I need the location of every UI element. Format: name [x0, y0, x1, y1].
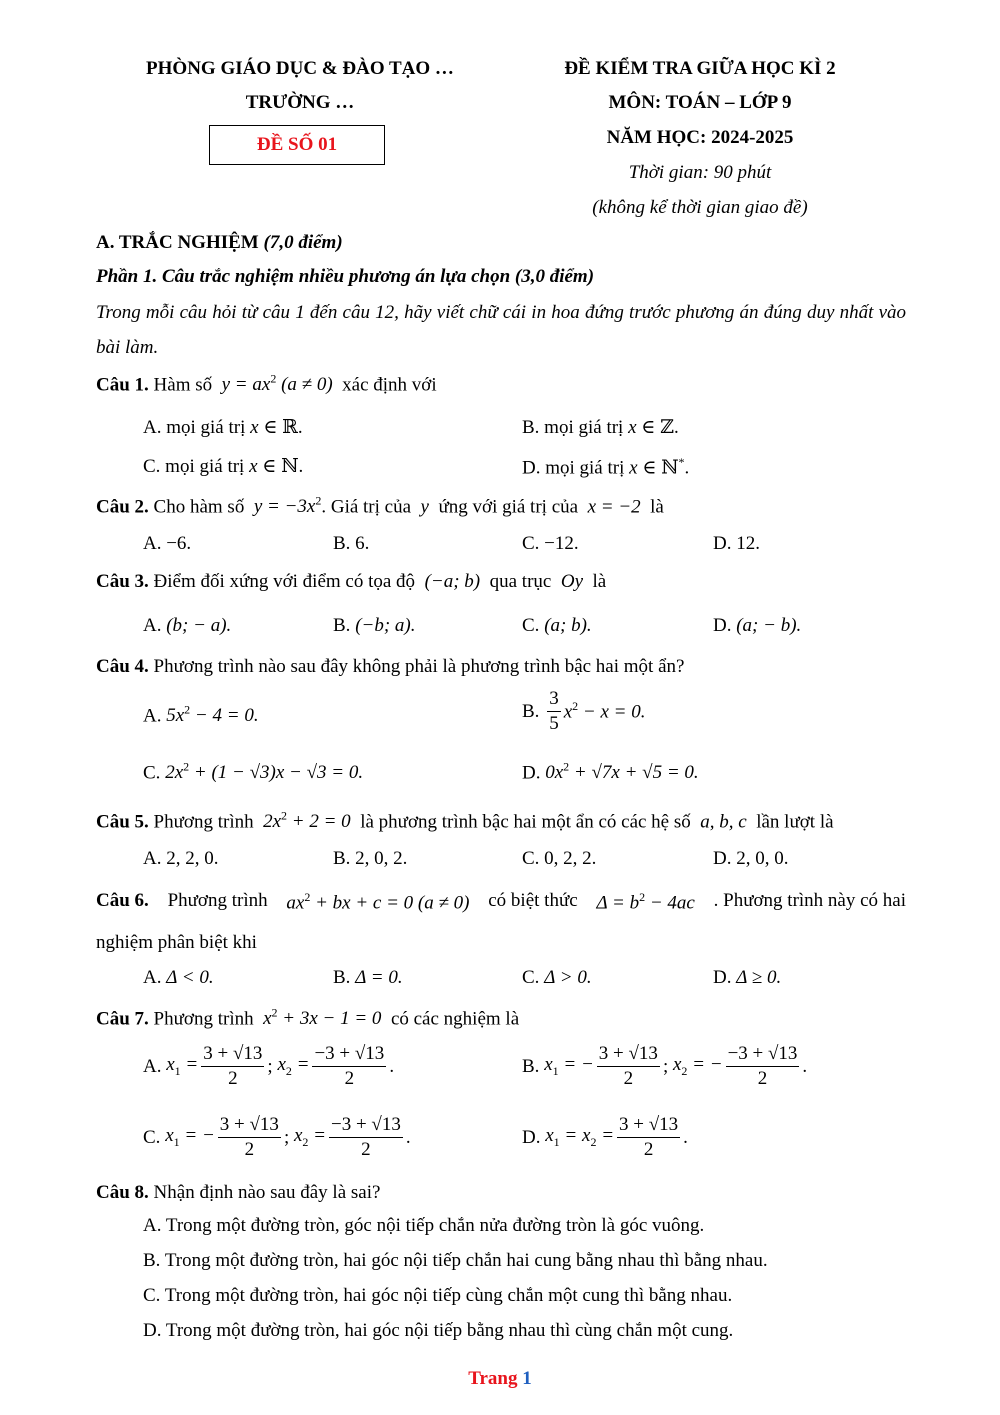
time-limit: Thời gian: 90 phút [628, 162, 772, 183]
q4-label: Câu 4. [96, 656, 149, 677]
q6-option-b: B. Δ = 0. [333, 967, 403, 988]
time-note: (không kể thời gian giao đề) [592, 197, 808, 218]
q3-stem: Câu 3. Điểm đối xứng với điểm có tọa độ (−a; b) qua trục Oy là [96, 571, 607, 592]
exam-code: ĐỀ SỐ 01 [256, 134, 338, 155]
q5-option-b: B. 2, 0, 2. [333, 848, 408, 869]
q5-option-a: A. 2, 2, 0. [143, 848, 219, 869]
q4-stem: Câu 4. Phương trình nào sau đây không phải là phương trình bậc hai một ẩn? [96, 656, 685, 677]
q1-stem [96, 372, 437, 396]
q6-stem: Câu 6. Phương trình $ax^2$ + bx + c = 0 (a ≠ 0) có biệt thức $\Delta = b^2 - 4ac$ . Phương trình này có hai [96, 890, 906, 914]
q4-option-d: D. $0x^2 + √7x + √5 = 0$. [522, 760, 699, 784]
q1-text-after: xác định với [342, 374, 437, 396]
part1-title [96, 266, 594, 288]
q7-option-c: C. $x_1$ = − $\frac{3 + √13}{2}$ ; $x_2$ = $\frac{-3 + √13}{2}$ . [143, 1114, 411, 1160]
q8-stem: Câu 8. Nhận định nào sau đây là sai? [96, 1182, 381, 1203]
school-year: NĂM HỌC: 2024-2025 [606, 127, 794, 148]
q5-option-c: C. 0, 2, 2. [522, 848, 597, 869]
q6-stem-cont: nghiệm phân biệt khi [96, 932, 257, 953]
q2-option-b: B. 6. [333, 533, 370, 554]
q7-stem: Câu 7. Phương trình $x^2 + 3x - 1 = 0$ có các nghiệm là [96, 1006, 520, 1030]
q1-option-d: D. mọi giá trị x ∈ ℕ*. [522, 455, 690, 479]
q5-stem: Câu 5. Phương trình $2x^2 + 2 = 0$ là phương trình bậc hai một ẩn có các hệ số a, b, c lần lượt là [96, 809, 834, 833]
q3-option-d: D. (a; − b). [713, 615, 802, 636]
department-title: PHÒNG GIÁO DỤC & ĐÀO TẠO … [146, 58, 454, 79]
q5-option-d: D. 2, 0, 0. [713, 848, 789, 869]
q3-option-c: C. (a; b). [522, 615, 592, 636]
q6-option-d: D. Δ ≥ 0. [713, 967, 782, 988]
q4-option-a: A. $5x^2 - 4 = 0$. [143, 703, 259, 727]
section-a-points: (7,0 điểm) [263, 232, 343, 253]
q8-option-c: C. Trong một đường tròn, hai góc nội tiếp cùng chắn một cung thì bằng nhau. [143, 1285, 733, 1306]
q2-option-d: D. 12. [713, 533, 760, 554]
q4-option-c: C. $2x^2 + (1 - √3)x - √3 = 0$. [143, 760, 364, 784]
q2-option-c: C. −12. [522, 533, 579, 554]
part1-points: (3,0 điểm) [514, 266, 595, 287]
q2-stem: Câu 2. Cho hàm số $y = -3x^2$. Giá trị của y ứng với giá trị của x = −2 là [96, 494, 664, 518]
q2-option-a: A. −6. [143, 533, 192, 554]
q7-option-a: A. $x_1$ = $\frac{3 + √13}{2}$ ; $x_2$ = $\frac{-3 + √13}{2}$ . [143, 1043, 395, 1089]
section-a-label: A. TRẮC NGHIỆM [96, 232, 259, 253]
q1-option-b: B. mọi giá trị x ∈ ℤ. [522, 417, 679, 438]
q8-option-b: B. Trong một đường tròn, hai góc nội tiếp chắn hai cung bằng nhau thì bằng nhau. [143, 1250, 768, 1271]
q2-label: Câu 2. [96, 496, 149, 518]
exam-code-box [209, 125, 385, 165]
section-a-title [96, 232, 343, 254]
q6-label: Câu 6. [96, 890, 149, 911]
q1-option-a: A. mọi giá trị x ∈ ℝ. [143, 417, 303, 438]
subject-line: MÔN: TOÁN – LỚP 9 [608, 92, 792, 113]
q8-option-d: D. Trong một đường tròn, hai góc nội tiếp bằng nhau thì cùng chắn một cung. [143, 1320, 734, 1341]
q3-option-a: A. (b; − a). [143, 615, 232, 636]
q8-option-a: A. Trong một đường tròn, góc nội tiếp chắn nửa đường tròn là góc vuông. [143, 1215, 705, 1236]
exam-title: ĐỀ KIỂM TRA GIỮA HỌC KÌ 2 [564, 58, 836, 79]
school-title: TRƯỜNG … [245, 92, 355, 113]
q6-option-a: A. Δ < 0. [143, 967, 214, 988]
q7-option-b: B. $x_1$ = − $\frac{3 + √13}{2}$ ; $x_2$ = − $\frac{-3 + √13}{2}$ . [522, 1043, 808, 1089]
q7-option-d: D. $x_1 = x_2$ = $\frac{3 + √13}{2}$ . [522, 1114, 688, 1160]
q8-label: Câu 8. [96, 1182, 149, 1203]
q4-option-b: B. $\frac{3}{5}$ $x^2 - x = 0$. [522, 688, 646, 734]
q7-label: Câu 7. [96, 1008, 149, 1030]
q3-label: Câu 3. [96, 571, 149, 592]
q3-option-b: B. (−b; a). [333, 615, 416, 636]
part1-instruction: Trong mỗi câu hỏi từ câu 1 đến câu 12, hãy viết chữ cái in hoa đứng trước phương án đúng duy nhất vào bài làm. [96, 302, 906, 358]
page-word: Trang [468, 1368, 518, 1389]
q5-label: Câu 5. [96, 811, 149, 833]
page-footer [0, 1368, 1000, 1390]
q1-text: Hàm số [153, 374, 213, 396]
page-number: 1 [522, 1368, 532, 1389]
part1-label: Phần 1. Câu trắc nghiệm nhiều phương án lựa chọn [96, 266, 511, 287]
q1-option-c: C. mọi giá trị x ∈ ℕ. [143, 456, 304, 477]
q1-label: Câu 1. [96, 374, 149, 396]
q2-text: Cho hàm số [153, 496, 245, 518]
q6-option-c: C. Δ > 0. [522, 967, 592, 988]
q1-formula: $y = ax^2$ (a ≠ 0) [216, 372, 338, 396]
